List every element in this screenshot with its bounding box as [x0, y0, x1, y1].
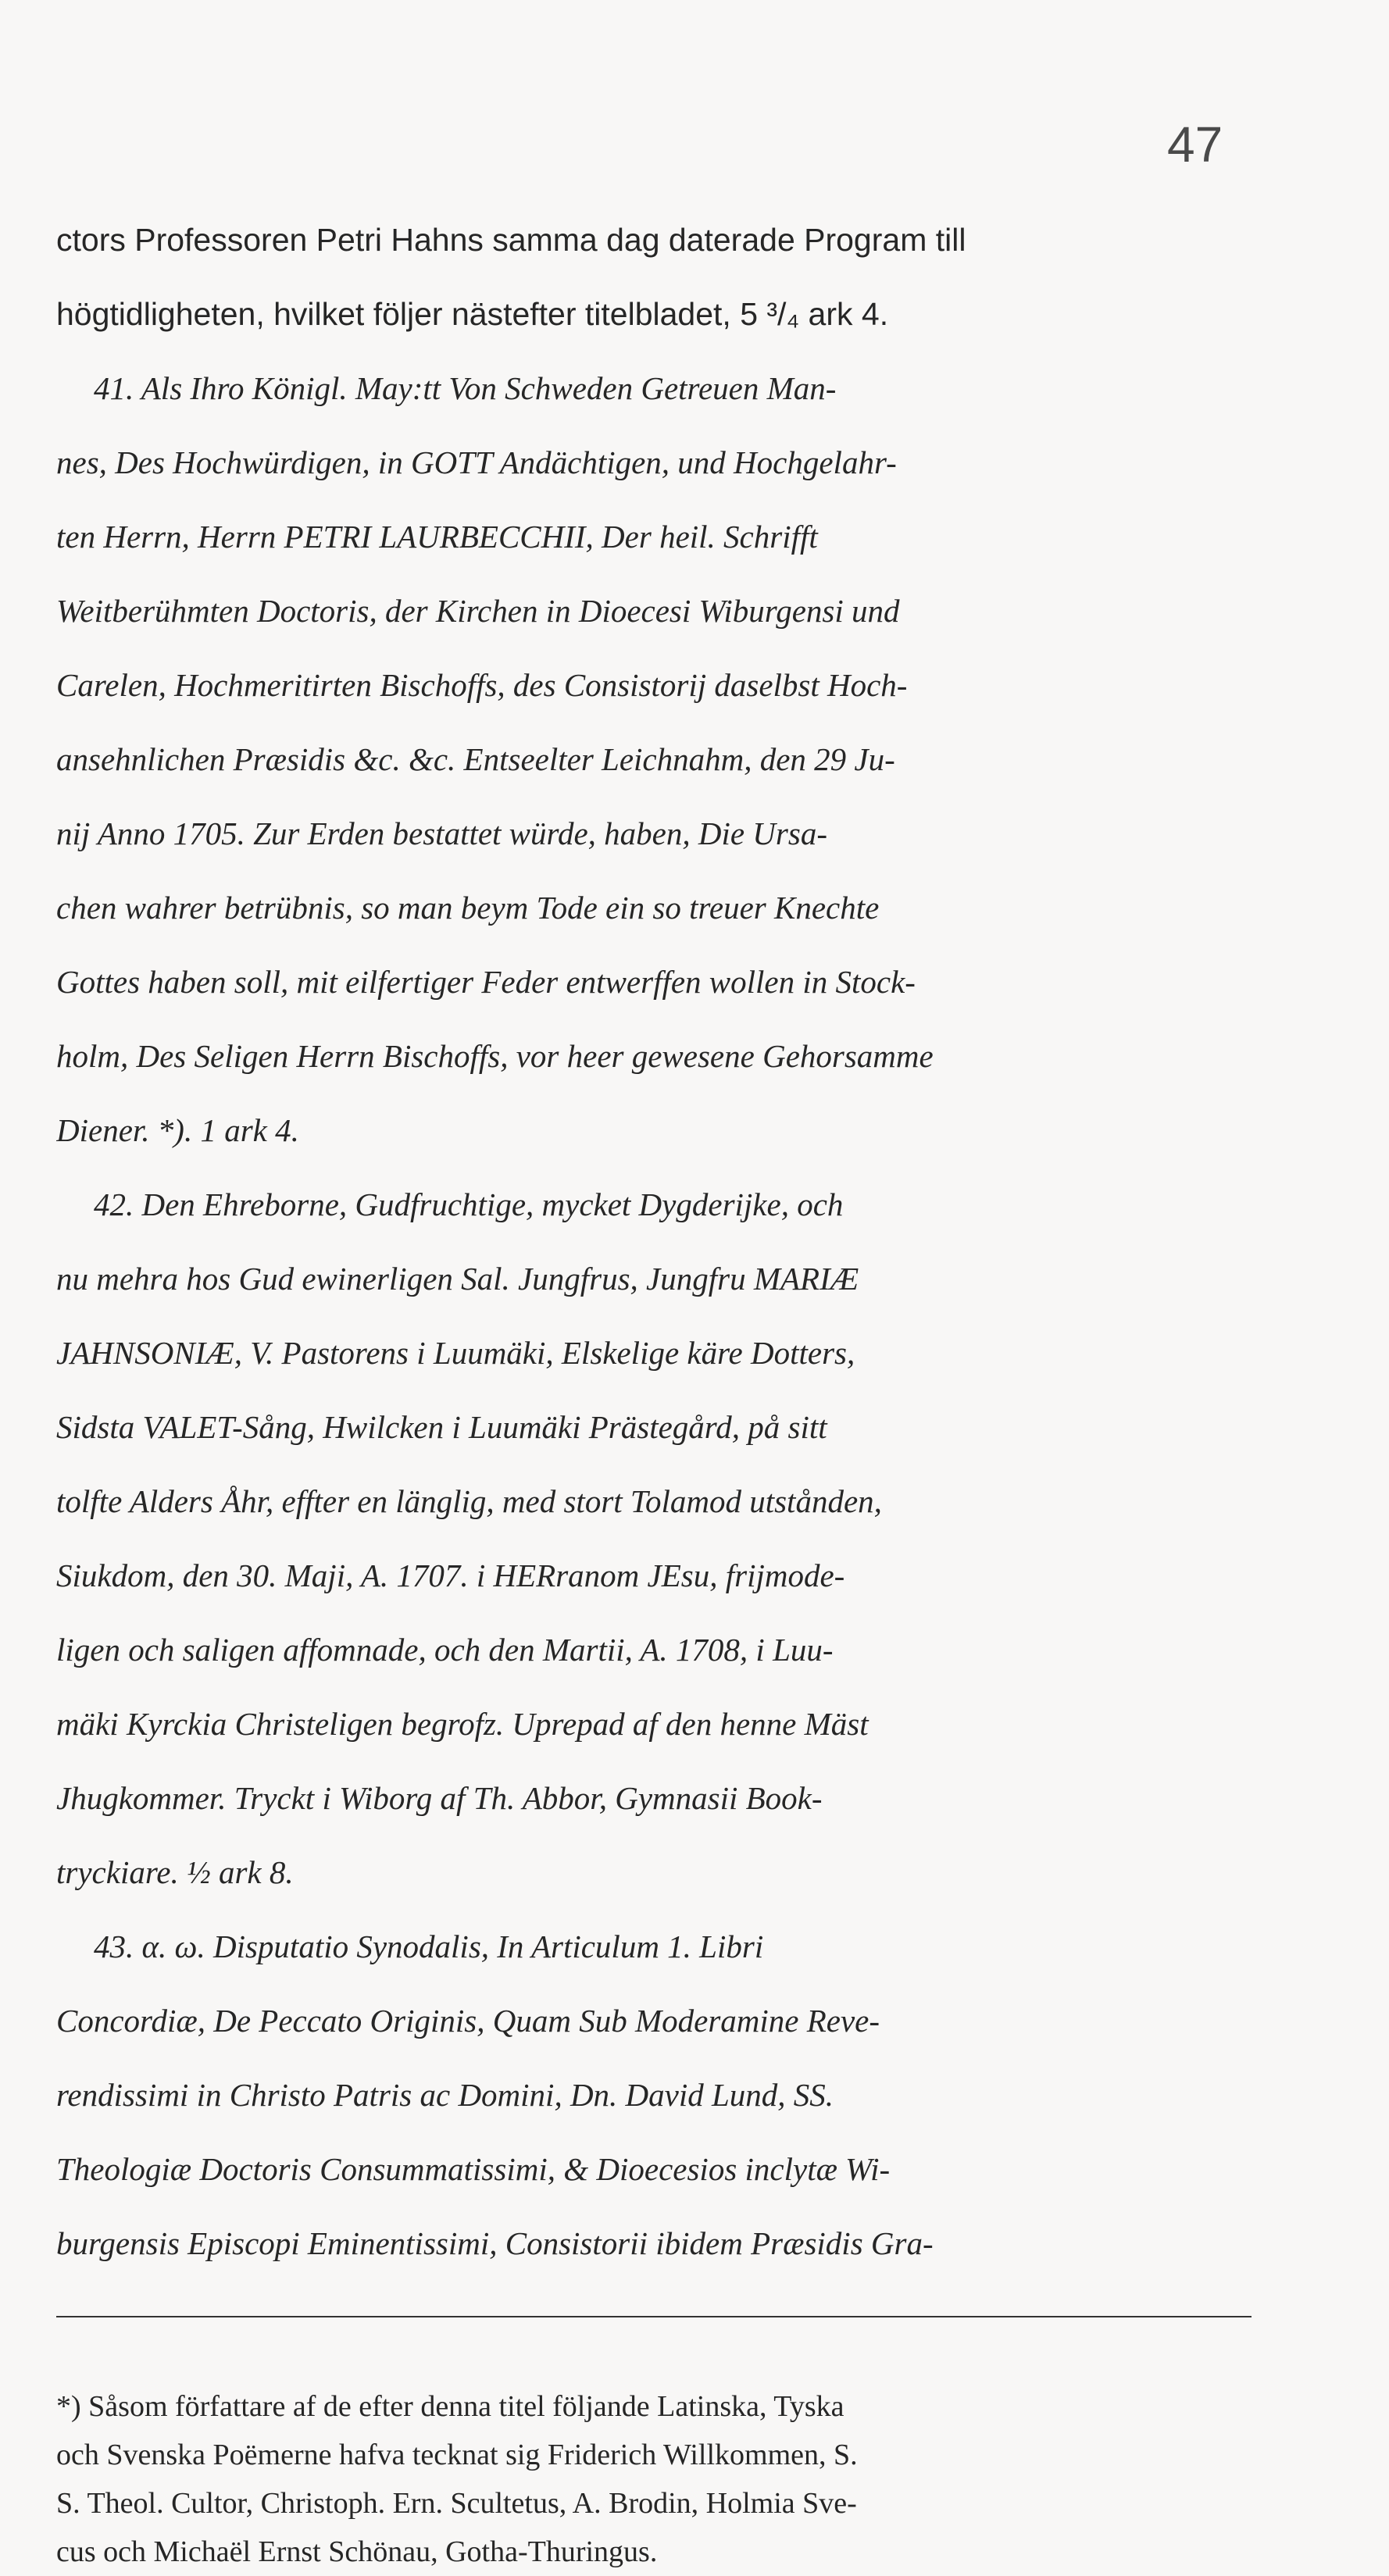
text-line: ten Herrn, Herrn PETRI LAURBECCHII, Der heil. Schrifft: [56, 519, 818, 555]
footnote-line: och Svenska Poëmerne hafva tecknat sig Friderich Willkommen, S.: [56, 2439, 858, 2471]
entry-42-start: 42. Den Ehreborne, Gudfruchtige, mycket Dygderijke, och: [94, 1186, 844, 1222]
text-line: Concordiæ, De Peccato Originis, Quam Sub Moderamine Reve-: [56, 2003, 880, 2039]
text-line: Weitberühmten Doctoris, der Kirchen in Dioecesi Wiburgensi und: [56, 593, 900, 629]
text-line: ansehnlichen Præsidis &c. &c. Entseelter Leichnahm, den 29 Ju-: [56, 741, 895, 777]
text-line: nij Anno 1705. Zur Erden bestattet würde, haben, Die Ursa-: [56, 815, 827, 851]
footnote-divider: [56, 2316, 1252, 2317]
text-line: Carelen, Hochmeritirten Bischoffs, des Consistorij daselbst Hoch-: [56, 667, 908, 703]
text-line: Siukdom, den 30. Maji, A. 1707. i HERranom JEsu, frijmode-: [56, 1557, 845, 1593]
text-line: mäki Kyrckia Christeligen begrofz. Uprepad af den henne Mäst: [56, 1706, 869, 1742]
body-text: [56, 203, 1244, 2281]
page-number: 47: [1167, 116, 1223, 173]
text-line: nu mehra hos Gud ewinerligen Sal. Jungfrus, Jungfru MARIÆ: [56, 1261, 859, 1297]
text-line: ligen och saligen affomnade, och den Martii, A. 1708, i Luu-: [56, 1632, 834, 1668]
text-line: rendissimi in Christo Patris ac Domini, Dn. David Lund, SS.: [56, 2077, 834, 2113]
text-line: Jhugkommer. Tryckt i Wiborg af Th. Abbor, Gymnasii Book-: [56, 1780, 823, 1816]
text-line: Diener. *). 1 ark 4.: [56, 1112, 299, 1148]
text-line: Theologiæ Doctoris Consummatissimi, & Dioecesios inclytæ Wi-: [56, 2151, 891, 2187]
text-line: ctors Professoren Petri Hahns samma dag daterade Program till: [56, 222, 966, 258]
text-line: högtidligheten, hvilket följer nästefter titelbladet, 5 ³/₄ ark 4.: [56, 296, 889, 332]
text-line: burgensis Episcopi Eminentissimi, Consistorii ibidem Præsidis Gra-: [56, 2225, 934, 2261]
entry-43-start: 43. α. ω. Disputatio Synodalis, In Articulum 1. Libri: [94, 1928, 764, 1964]
footnote-line: *) Såsom författare af de efter denna titel följande Latinska, Tyska: [56, 2390, 844, 2423]
text-line: tolfte Alders Åhr, effter en länglig, med stort Tolamod utstånden,: [56, 1483, 882, 1519]
text-line: tryckiare. ½ ark 8.: [56, 1854, 294, 1890]
footnote-line: cus och Michaël Ernst Schönau, Gotha-Thuringus.: [56, 2535, 658, 2568]
text-line: holm, Des Seligen Herrn Bischoffs, vor heer gewesene Gehorsamme: [56, 1038, 934, 1074]
text-line: chen wahrer betrübnis, so man beym Tode ein so treuer Knechte: [56, 890, 880, 926]
footnote: [56, 2382, 1252, 2576]
footnote-line: S. Theol. Cultor, Christoph. Ern. Scultetus, A. Brodin, Holmia Sve-: [56, 2487, 857, 2520]
text-line: nes, Des Hochwürdigen, in GOTT Andächtigen, und Hochgelahr-: [56, 444, 897, 480]
text-line: JAHNSONIÆ, V. Pastorens i Luumäki, Elskelige käre Dotters,: [56, 1335, 855, 1371]
text-line: Gottes haben soll, mit eilfertiger Feder entwerffen wollen in Stock-: [56, 964, 916, 1000]
entry-41-start: 41. Als Ihro Königl. May:tt Von Schweden Getreuen Man-: [94, 370, 837, 406]
text-line: Sidsta VALET-Sång, Hwilcken i Luumäki Prästegård, på sitt: [56, 1409, 827, 1445]
